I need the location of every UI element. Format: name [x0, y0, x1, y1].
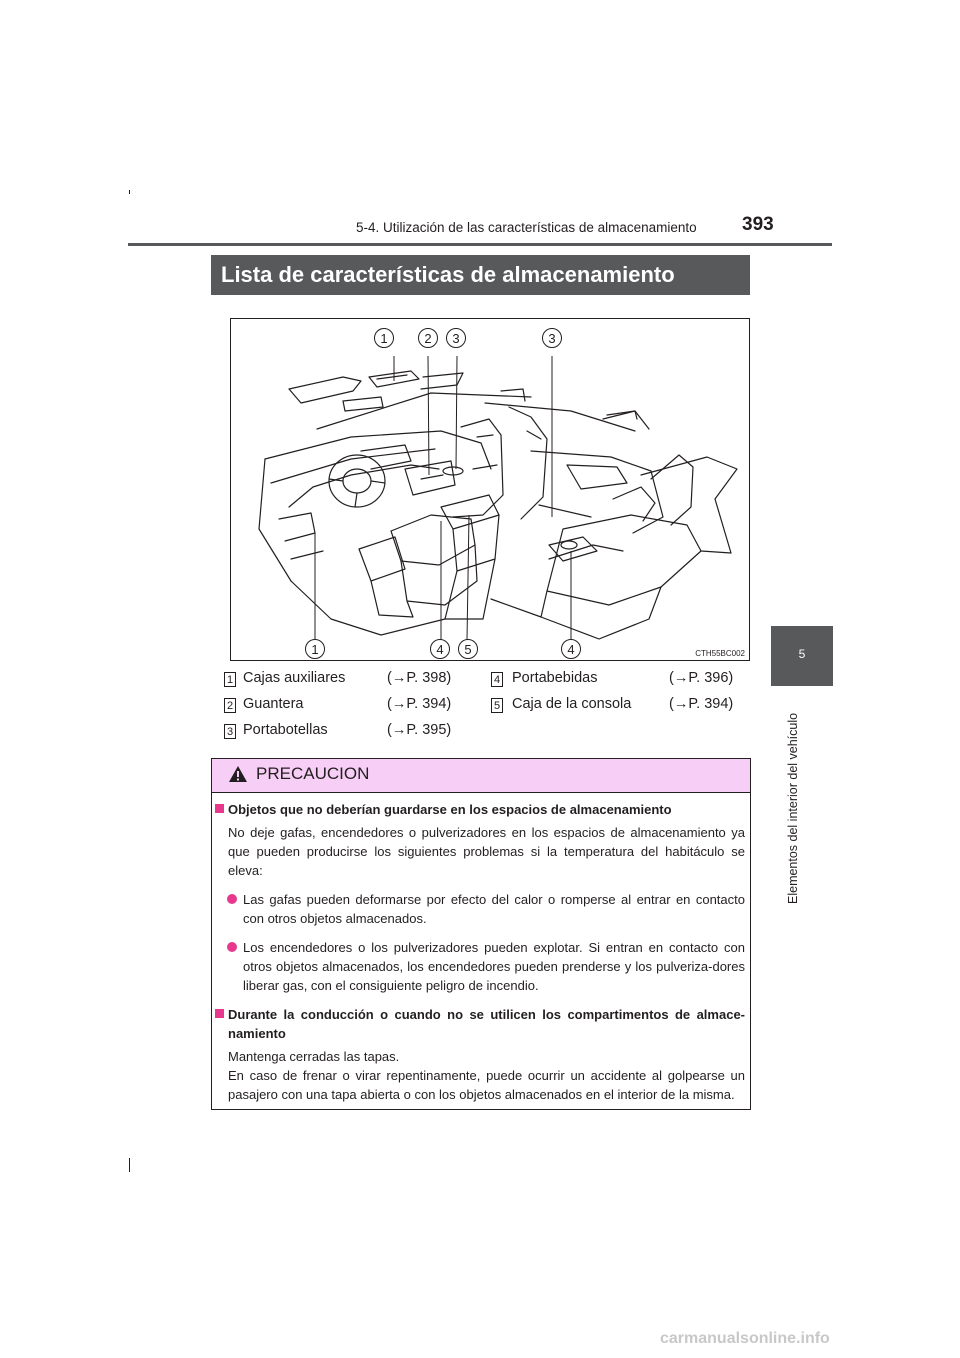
- chapter-tab: 5: [771, 626, 833, 686]
- crop-mark: [129, 190, 130, 194]
- caution-heading-text: Objetos que no deberían guardarse en los espacios de almacenamiento: [228, 802, 672, 817]
- legend-page-ref: (→P. 395): [387, 722, 452, 738]
- legend-label: Cajas auxiliares: [243, 670, 346, 686]
- caution-heading: [215, 800, 745, 819]
- caution-bullet: [215, 890, 745, 928]
- callout-bottom-4b: 4: [561, 639, 581, 659]
- callout-top-3a: 3: [446, 328, 466, 348]
- caution-bullet-text: Las gafas pueden deformarse por efecto del calor o romperse al entrar en contacto con otros objetos almacenados.: [243, 892, 745, 926]
- watermark: carmanualsonline.info: [660, 1330, 830, 1347]
- running-header: 5-4. Utilización de las características de almacenamiento: [356, 220, 697, 235]
- callout-top-2: 2: [418, 328, 438, 348]
- legend-page-ref: (→P. 394): [669, 696, 734, 712]
- legend-page-ref: (→P. 398): [387, 670, 452, 686]
- caution-heading: [215, 1005, 745, 1043]
- caution-body: [215, 800, 745, 1104]
- car-interior-figure: [230, 318, 750, 661]
- legend-label: Caja de la consola: [512, 696, 632, 712]
- caution-bullet: [215, 938, 745, 995]
- caution-paragraph: Mantenga cerradas las tapas.: [228, 1049, 400, 1064]
- header-rule: [128, 243, 832, 246]
- legend-label: Portabotellas: [243, 722, 328, 738]
- callout-bottom-1: 1: [305, 639, 325, 659]
- page-number: 393: [742, 214, 774, 235]
- caution-title: PRECAUCION: [256, 764, 370, 783]
- caution-heading-text: Durante la conducción o cuando no se utilicen los compartimentos de almace-namiento: [228, 1007, 745, 1041]
- square-bullet-icon: [215, 804, 224, 813]
- callout-bottom-4a: 4: [430, 639, 450, 659]
- legend-num: 1: [224, 672, 236, 687]
- square-bullet-icon: [215, 1009, 224, 1018]
- callout-bottom-5: 5: [458, 639, 478, 659]
- section-title: Lista de características de almacenamiento: [211, 255, 750, 295]
- legend-page-ref: (→P. 396): [669, 670, 734, 686]
- legend-num: 5: [491, 698, 503, 713]
- figure-code: CTH55BC002: [695, 649, 745, 658]
- legend-page-ref: (→P. 394): [387, 696, 452, 712]
- legend-num: 3: [224, 724, 236, 739]
- caution-paragraph: No deje gafas, encendedores o pulverizadores en los espacios de almacenamiento ya que pueden producirse los siguientes problemas si la temperatura del habitáculo se eleva:: [228, 825, 745, 878]
- car-interior-illustration: [231, 319, 749, 660]
- round-bullet-icon: [227, 894, 237, 904]
- legend-label: Guantera: [243, 696, 304, 712]
- chapter-label: [784, 694, 800, 904]
- legend-num: 4: [491, 672, 503, 687]
- warning-icon: [228, 765, 248, 783]
- chapter-label-text: Elementos del interior del vehículo: [786, 712, 800, 904]
- round-bullet-icon: [227, 942, 237, 952]
- callout-top-3b: 3: [542, 328, 562, 348]
- legend-num: 2: [224, 698, 236, 713]
- crop-mark: [129, 1158, 130, 1172]
- caution-bullet-text: Los encendedores o los pulverizadores pueden explotar. Si entran en contacto con otros objetos almacenados, los encendedores pueden prenderse y los pulveriza-dores liberar gas, con el consiguiente peligro de incendio.: [243, 940, 745, 993]
- callout-top-1: 1: [374, 328, 394, 348]
- caution-paragraph: En caso de frenar o virar repentinamente, puede ocurrir un accidente al golpearse un pasajero con una tapa abierta o con los objetos almacenados en el interior de la misma.: [228, 1068, 745, 1102]
- legend-label: Portabebidas: [512, 670, 598, 686]
